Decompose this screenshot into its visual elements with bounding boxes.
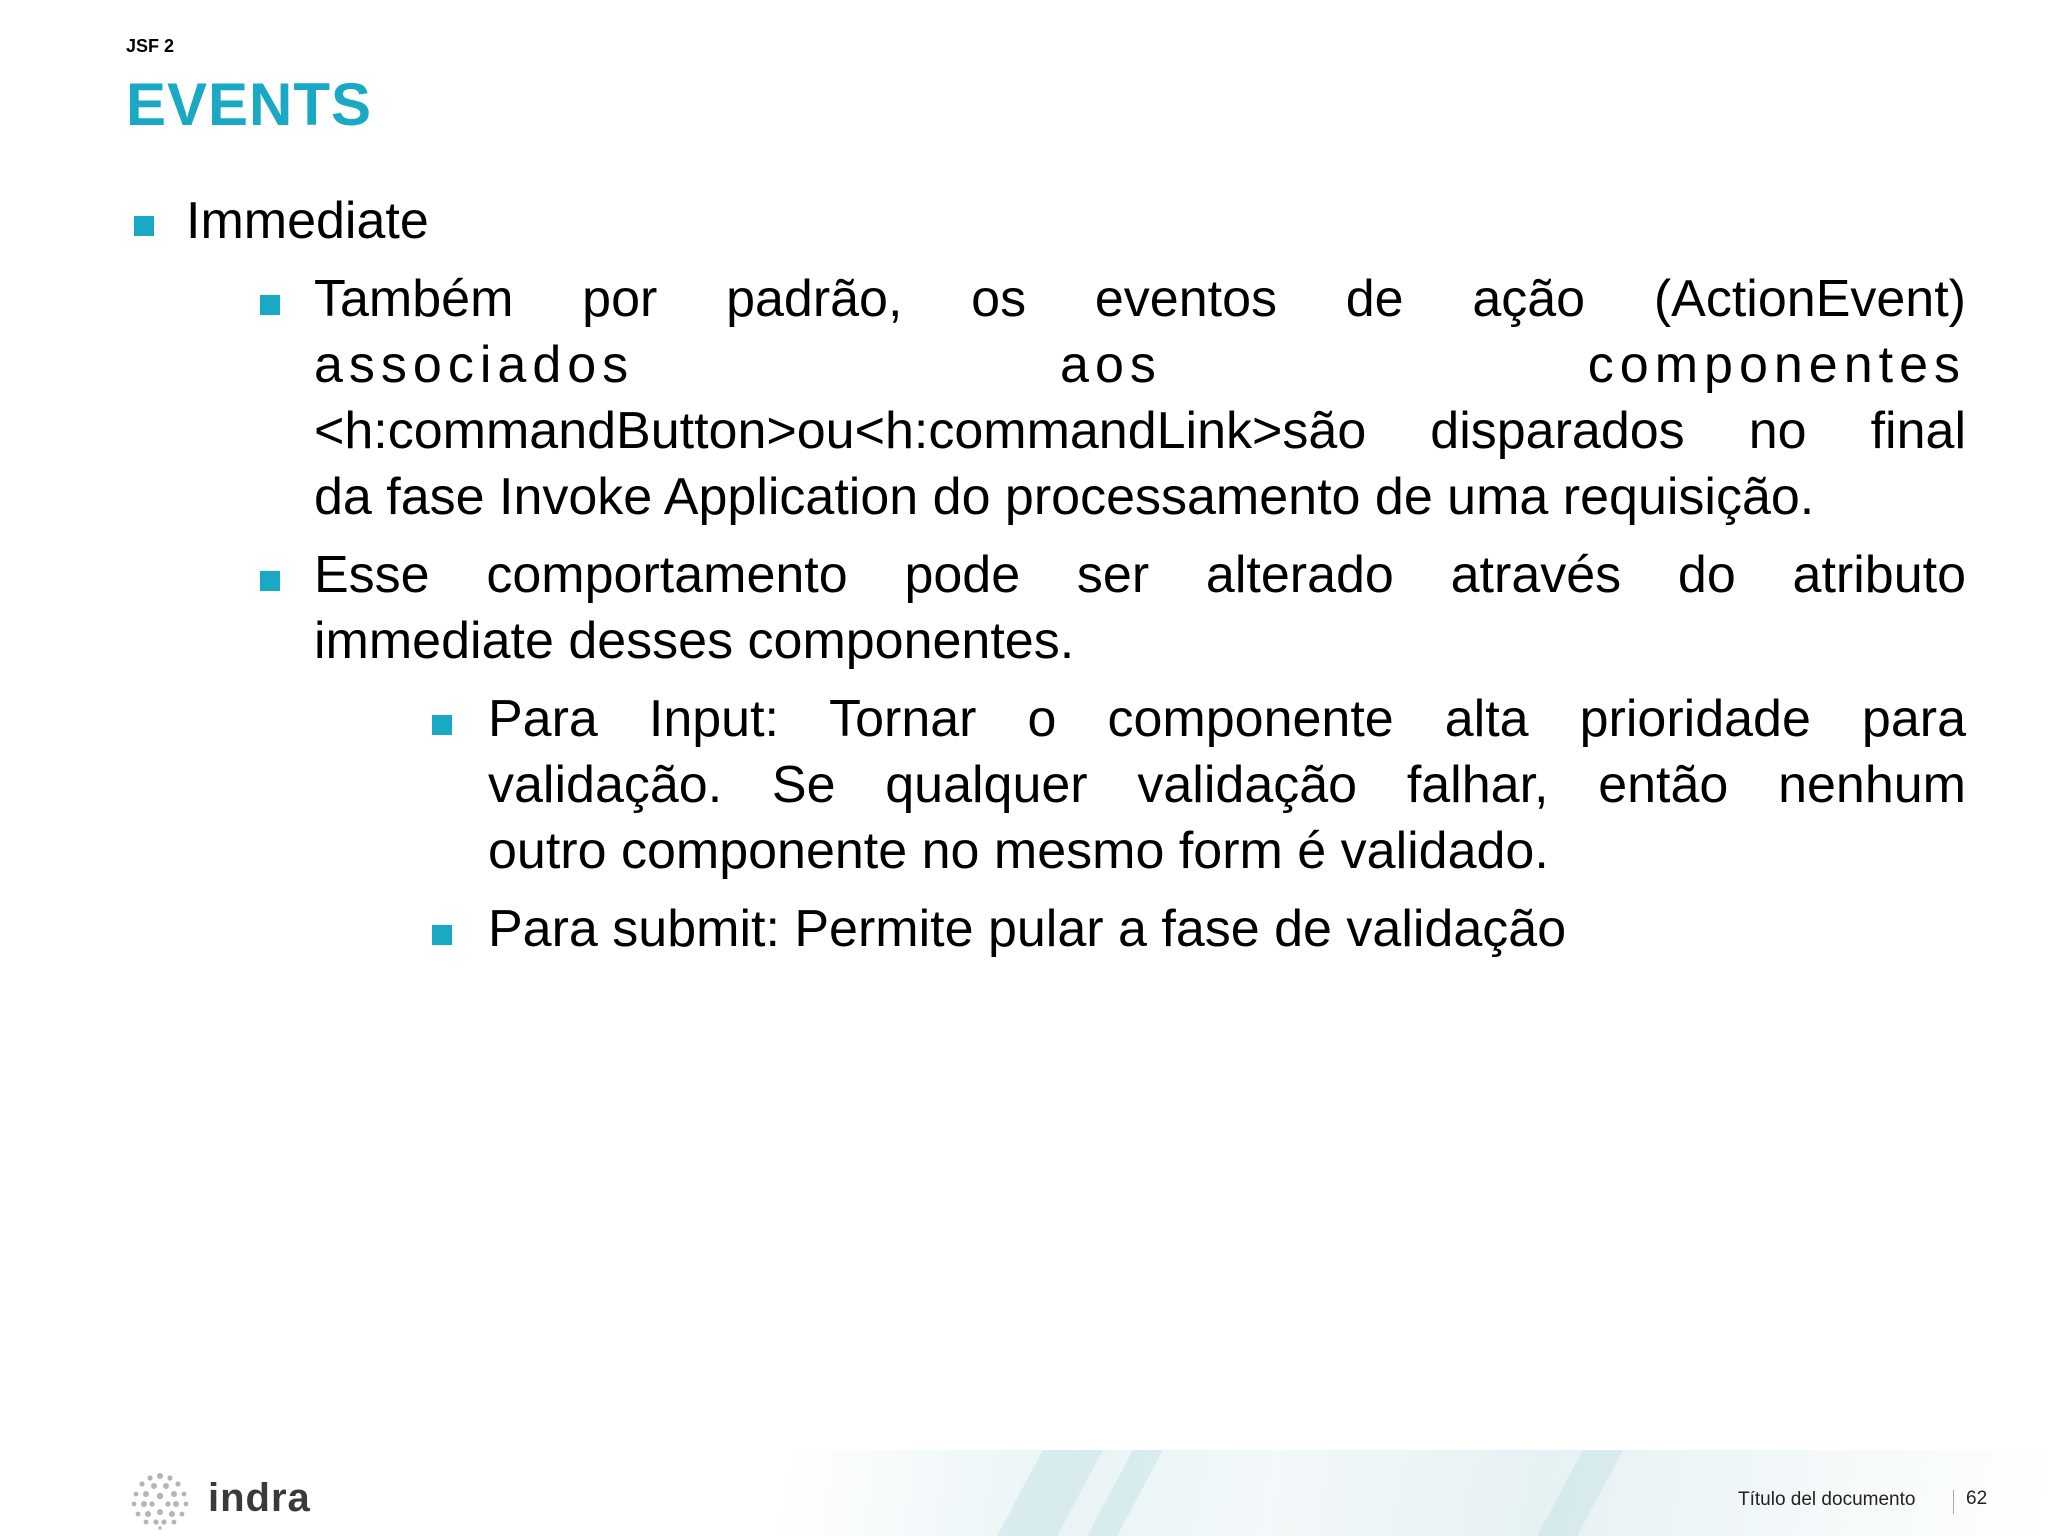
bullet-line: outro componente no mesmo form é validado. (488, 822, 1549, 880)
section-label: JSF 2 (126, 36, 175, 56)
bullet-level3 (488, 896, 1966, 962)
footer-stripe (1087, 1450, 1163, 1536)
square-bullet-icon (260, 571, 280, 591)
square-bullet-icon (260, 295, 280, 315)
bullet-line: Também por padrão, os eventos de ação (ActionEvent) (314, 270, 1966, 328)
footer-separator (1953, 1490, 1954, 1514)
square-bullet-icon (432, 925, 452, 945)
square-bullet-icon (134, 216, 154, 236)
bullet-line: Para Input: Tornar o componente alta prioridade para (488, 690, 1966, 748)
slide-title: EVENTS (126, 71, 373, 138)
footer-document-title: Título del documento (1738, 1489, 1916, 1510)
footer-stripe (1537, 1450, 1623, 1536)
square-bullet-icon (432, 715, 452, 735)
bullet-level2 (314, 266, 1966, 530)
bullet-line: da fase Invoke Application do processamento de uma requisição. (314, 468, 1815, 526)
bullet-text: Immediate (186, 192, 429, 250)
indra-dot-logo-icon (128, 1470, 192, 1530)
bullet-line: Para submit: Permite pular a fase de validação (488, 900, 1567, 958)
bullet-line: <h:commandButton>ou<h:commandLink>são disparados no final (314, 402, 1966, 460)
indra-logo-text: indra (208, 1476, 311, 1520)
bullet-line: immediate desses componentes. (314, 612, 1075, 670)
bullet-line: Esse comportamento pode ser alterado através do atributo (314, 546, 1966, 604)
footer-stripe (997, 1450, 1103, 1536)
bullet-level2 (314, 542, 1966, 674)
bullet-level1 (186, 188, 1986, 254)
page-number: 62 (1966, 1488, 1988, 1509)
bullet-line: associados aos componentes (314, 336, 1966, 394)
bullet-level3 (488, 686, 1966, 884)
bullet-line: validação. Se qualquer validação falhar, então nenhum (488, 756, 1966, 814)
